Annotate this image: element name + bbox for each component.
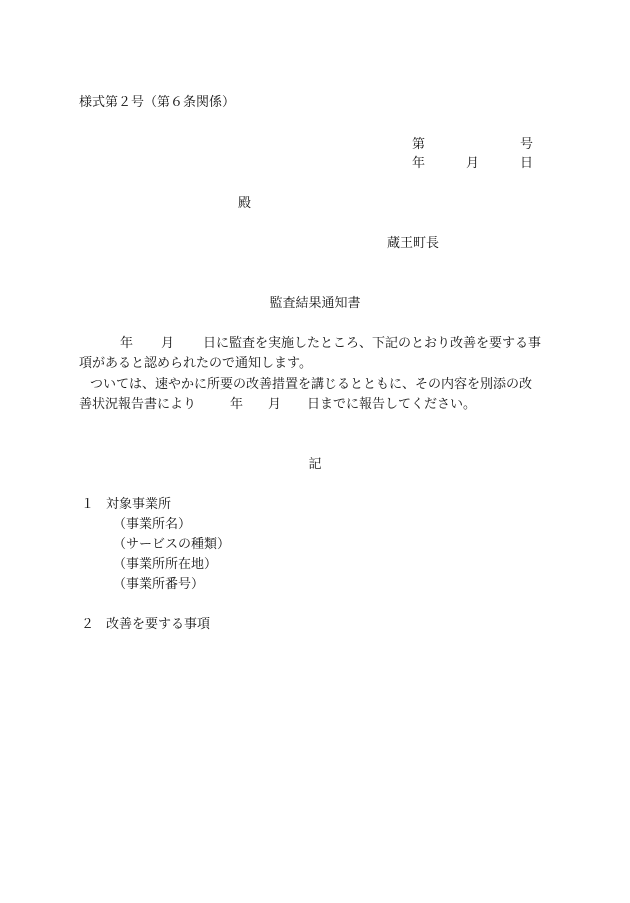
service-type-item: （サービスの種類）	[113, 537, 231, 552]
facility-address-item: （事業所所在地）	[113, 557, 218, 572]
document-number-prefix: 第	[412, 137, 426, 152]
facility-name-item: （事業所名）	[113, 517, 192, 532]
date-month-label: 月	[466, 156, 480, 171]
item-2-label: 改善を要する事項	[106, 617, 211, 632]
item-1-number: １	[81, 497, 95, 512]
report-day-text: 日までに報告してください。	[307, 397, 477, 412]
item-1-label: 対象事業所	[106, 497, 172, 512]
inspection-year-label: 年	[120, 336, 134, 351]
sender-name: 蔵王町長	[387, 236, 440, 251]
report-year-label: 年	[230, 397, 244, 412]
document-title: 監査結果通知書	[269, 296, 361, 311]
ki-heading: 記	[308, 457, 322, 472]
addressee-suffix: 殿	[238, 196, 252, 211]
report-month-label: 月	[268, 397, 282, 412]
date-day-label: 日	[520, 156, 534, 171]
facility-number-item: （事業所番号）	[113, 577, 205, 592]
report-intro-text: 善状況報告書により	[79, 397, 197, 412]
inspection-day-text: 日に監査を実施したところ、下記のとおり改善を要する事	[203, 336, 542, 351]
item-2-number: ２	[81, 617, 95, 632]
body-line-2: 項があると認められたので通知します。	[79, 356, 312, 371]
date-year-label: 年	[412, 156, 426, 171]
form-label: 様式第２号（第６条関係）	[79, 95, 236, 110]
body-line-3: ついては、速やかに所要の改善措置を講じるとともに、その内容を別添の改	[90, 377, 533, 392]
body-paragraph	[79, 337, 553, 427]
inspection-month-label: 月	[161, 336, 175, 351]
document-number-suffix: 号	[520, 137, 534, 152]
